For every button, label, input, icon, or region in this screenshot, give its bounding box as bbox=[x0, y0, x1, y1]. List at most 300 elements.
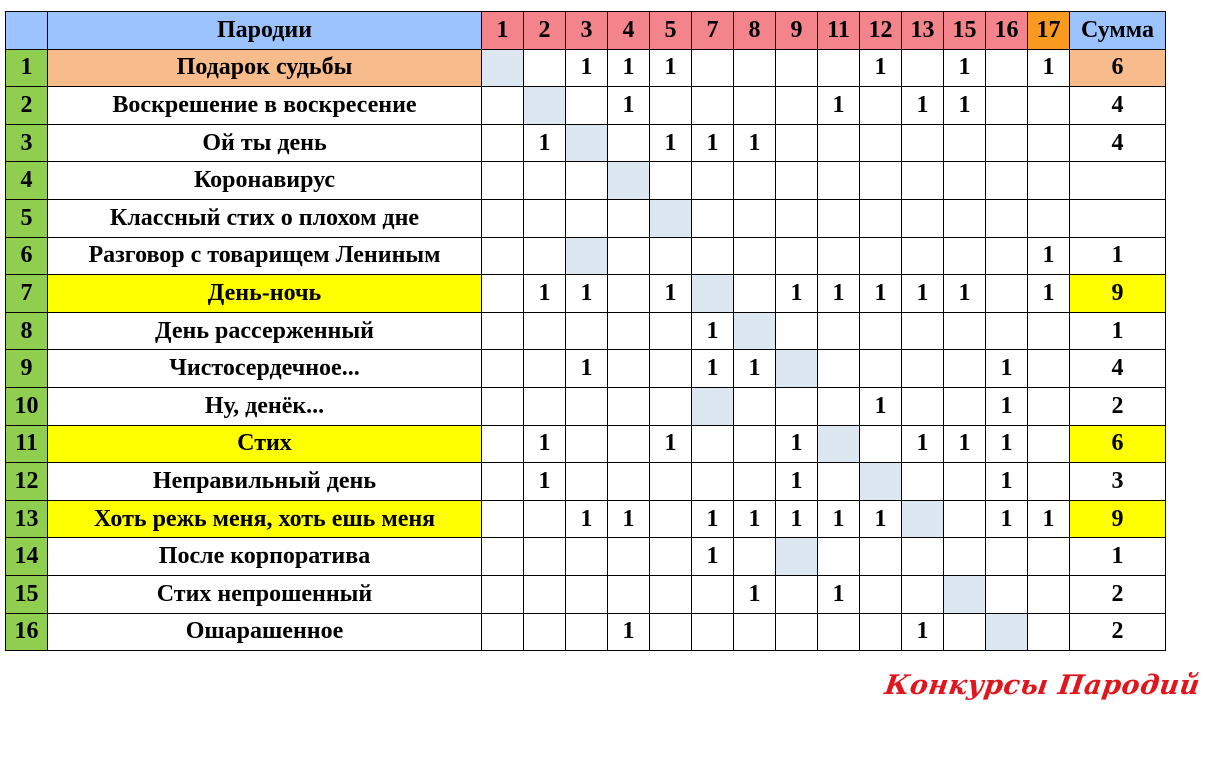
row-sum: 9 bbox=[1070, 500, 1166, 538]
vote-cell bbox=[566, 199, 608, 237]
watermark-logo: Конкурсы Пародий bbox=[883, 670, 1203, 701]
table-row bbox=[6, 613, 1166, 651]
vote-cell: 1 bbox=[860, 500, 902, 538]
vote-cell bbox=[566, 312, 608, 350]
vote-cell bbox=[482, 538, 524, 576]
vote-cell bbox=[566, 538, 608, 576]
vote-cell bbox=[734, 387, 776, 425]
vote-cell bbox=[860, 199, 902, 237]
vote-cell bbox=[692, 613, 734, 651]
vote-cell bbox=[734, 425, 776, 463]
vote-cell bbox=[524, 387, 566, 425]
vote-cell bbox=[692, 87, 734, 125]
vote-cell: 1 bbox=[692, 500, 734, 538]
table-row bbox=[6, 124, 1166, 162]
vote-cell bbox=[608, 387, 650, 425]
row-number: 13 bbox=[6, 500, 48, 538]
vote-cell bbox=[902, 538, 944, 576]
vote-cell: 1 bbox=[734, 500, 776, 538]
row-sum: 1 bbox=[1070, 237, 1166, 275]
vote-cell: 1 bbox=[734, 575, 776, 613]
vote-cell: 1 bbox=[902, 425, 944, 463]
row-sum: 9 bbox=[1070, 275, 1166, 313]
self-vote-cell bbox=[524, 87, 566, 125]
vote-cell bbox=[818, 538, 860, 576]
column-header: 13 bbox=[902, 12, 944, 50]
vote-cell bbox=[902, 199, 944, 237]
vote-cell bbox=[650, 237, 692, 275]
vote-cell bbox=[818, 463, 860, 501]
vote-cell bbox=[944, 613, 986, 651]
vote-cell: 1 bbox=[692, 350, 734, 388]
self-vote-cell bbox=[986, 613, 1028, 651]
vote-cell bbox=[482, 162, 524, 200]
parody-title: Ну, денёк... bbox=[48, 387, 482, 425]
vote-cell bbox=[1028, 87, 1070, 125]
parody-title: Хоть режь меня, хоть ешь меня bbox=[48, 500, 482, 538]
vote-cell: 1 bbox=[776, 275, 818, 313]
vote-cell bbox=[566, 463, 608, 501]
vote-cell bbox=[986, 162, 1028, 200]
vote-cell: 1 bbox=[650, 124, 692, 162]
vote-cell bbox=[524, 49, 566, 87]
vote-cell bbox=[944, 237, 986, 275]
vote-cell: 1 bbox=[1028, 49, 1070, 87]
vote-cell bbox=[776, 312, 818, 350]
vote-cell bbox=[944, 312, 986, 350]
vote-cell: 1 bbox=[734, 124, 776, 162]
vote-cell bbox=[944, 387, 986, 425]
vote-cell: 1 bbox=[1028, 237, 1070, 275]
vote-cell bbox=[734, 613, 776, 651]
row-number: 14 bbox=[6, 538, 48, 576]
vote-cell bbox=[482, 500, 524, 538]
vote-cell: 1 bbox=[818, 87, 860, 125]
vote-cell bbox=[776, 87, 818, 125]
column-header: 9 bbox=[776, 12, 818, 50]
vote-cell bbox=[1028, 162, 1070, 200]
table-row bbox=[6, 87, 1166, 125]
table-row bbox=[6, 463, 1166, 501]
vote-cell bbox=[734, 162, 776, 200]
vote-cell: 1 bbox=[944, 425, 986, 463]
vote-cell bbox=[776, 613, 818, 651]
vote-cell bbox=[692, 463, 734, 501]
vote-cell bbox=[986, 124, 1028, 162]
row-sum: 6 bbox=[1070, 425, 1166, 463]
row-number: 12 bbox=[6, 463, 48, 501]
vote-cell: 1 bbox=[566, 500, 608, 538]
vote-cell bbox=[524, 237, 566, 275]
vote-cell bbox=[944, 199, 986, 237]
vote-cell: 1 bbox=[986, 387, 1028, 425]
header-corner-cell bbox=[6, 12, 48, 50]
vote-cell: 1 bbox=[944, 275, 986, 313]
vote-cell bbox=[482, 387, 524, 425]
table-row bbox=[6, 162, 1166, 200]
vote-cell bbox=[524, 162, 566, 200]
parody-title: Неправильный день bbox=[48, 463, 482, 501]
vote-cell bbox=[482, 425, 524, 463]
vote-cell bbox=[986, 312, 1028, 350]
table-row bbox=[6, 312, 1166, 350]
vote-cell bbox=[608, 575, 650, 613]
row-sum: 2 bbox=[1070, 387, 1166, 425]
vote-cell bbox=[566, 575, 608, 613]
vote-cell bbox=[524, 500, 566, 538]
row-sum: 2 bbox=[1070, 575, 1166, 613]
vote-cell bbox=[986, 237, 1028, 275]
vote-cell bbox=[608, 350, 650, 388]
row-sum: 1 bbox=[1070, 538, 1166, 576]
vote-cell bbox=[734, 87, 776, 125]
vote-cell: 1 bbox=[902, 275, 944, 313]
column-header: 15 bbox=[944, 12, 986, 50]
column-header: 5 bbox=[650, 12, 692, 50]
vote-cell bbox=[566, 425, 608, 463]
vote-cell bbox=[944, 463, 986, 501]
vote-cell bbox=[944, 538, 986, 576]
vote-cell: 1 bbox=[986, 463, 1028, 501]
row-sum: 4 bbox=[1070, 87, 1166, 125]
table-row bbox=[6, 275, 1166, 313]
vote-cell bbox=[734, 49, 776, 87]
vote-cell bbox=[482, 463, 524, 501]
vote-cell bbox=[776, 199, 818, 237]
row-sum: 3 bbox=[1070, 463, 1166, 501]
vote-cell bbox=[860, 350, 902, 388]
column-header: 7 bbox=[692, 12, 734, 50]
vote-cell bbox=[986, 49, 1028, 87]
row-number: 3 bbox=[6, 124, 48, 162]
vote-cell bbox=[860, 425, 902, 463]
vote-cell: 1 bbox=[566, 275, 608, 313]
row-number: 11 bbox=[6, 425, 48, 463]
self-vote-cell bbox=[482, 49, 524, 87]
vote-cell bbox=[902, 124, 944, 162]
vote-cell bbox=[650, 312, 692, 350]
column-header: 12 bbox=[860, 12, 902, 50]
column-header: 2 bbox=[524, 12, 566, 50]
self-vote-cell bbox=[566, 237, 608, 275]
row-number: 15 bbox=[6, 575, 48, 613]
vote-cell bbox=[860, 124, 902, 162]
vote-cell bbox=[566, 387, 608, 425]
row-number: 10 bbox=[6, 387, 48, 425]
vote-cell bbox=[818, 237, 860, 275]
vote-cell bbox=[776, 387, 818, 425]
row-number: 9 bbox=[6, 350, 48, 388]
table-row bbox=[6, 387, 1166, 425]
row-number: 4 bbox=[6, 162, 48, 200]
row-sum: 6 bbox=[1070, 49, 1166, 87]
vote-cell bbox=[692, 199, 734, 237]
self-vote-cell bbox=[818, 425, 860, 463]
vote-cell bbox=[944, 162, 986, 200]
vote-cell bbox=[902, 575, 944, 613]
vote-cell: 1 bbox=[692, 538, 734, 576]
vote-cell: 1 bbox=[776, 500, 818, 538]
vote-cell: 1 bbox=[692, 312, 734, 350]
column-header: 11 bbox=[818, 12, 860, 50]
row-sum: 1 bbox=[1070, 312, 1166, 350]
vote-cell bbox=[482, 575, 524, 613]
parody-title: День рассерженный bbox=[48, 312, 482, 350]
vote-cell bbox=[818, 124, 860, 162]
vote-cell bbox=[482, 199, 524, 237]
vote-cell bbox=[1028, 312, 1070, 350]
vote-cell: 1 bbox=[608, 87, 650, 125]
vote-cell bbox=[902, 387, 944, 425]
vote-cell bbox=[902, 237, 944, 275]
vote-cell bbox=[1028, 199, 1070, 237]
vote-cell: 1 bbox=[608, 49, 650, 87]
parody-title: После корпоратива bbox=[48, 538, 482, 576]
vote-cell bbox=[692, 575, 734, 613]
row-sum: 4 bbox=[1070, 124, 1166, 162]
vote-cell bbox=[986, 575, 1028, 613]
vote-cell bbox=[944, 124, 986, 162]
vote-cell bbox=[944, 500, 986, 538]
table-row bbox=[6, 237, 1166, 275]
vote-cell bbox=[986, 275, 1028, 313]
vote-cell: 1 bbox=[650, 49, 692, 87]
row-sum: 4 bbox=[1070, 350, 1166, 388]
vote-cell bbox=[776, 237, 818, 275]
table-row bbox=[6, 350, 1166, 388]
vote-cell bbox=[860, 538, 902, 576]
vote-cell bbox=[650, 387, 692, 425]
vote-cell bbox=[524, 312, 566, 350]
vote-cell bbox=[818, 613, 860, 651]
table-row bbox=[6, 575, 1166, 613]
vote-cell bbox=[818, 387, 860, 425]
vote-cell: 1 bbox=[818, 500, 860, 538]
vote-cell bbox=[566, 162, 608, 200]
row-sum: 2 bbox=[1070, 613, 1166, 651]
row-number: 5 bbox=[6, 199, 48, 237]
vote-cell: 1 bbox=[776, 463, 818, 501]
table-body bbox=[6, 49, 1166, 651]
vote-cell bbox=[482, 312, 524, 350]
vote-cell: 1 bbox=[902, 613, 944, 651]
vote-cell bbox=[608, 275, 650, 313]
vote-cell bbox=[1028, 463, 1070, 501]
vote-cell bbox=[734, 237, 776, 275]
vote-cell: 1 bbox=[986, 425, 1028, 463]
vote-cell bbox=[860, 87, 902, 125]
parody-title: Коронавирус bbox=[48, 162, 482, 200]
header-sum: Сумма bbox=[1070, 12, 1166, 50]
vote-cell bbox=[650, 538, 692, 576]
table-row bbox=[6, 538, 1166, 576]
vote-cell bbox=[1028, 425, 1070, 463]
row-number: 8 bbox=[6, 312, 48, 350]
row-number: 16 bbox=[6, 613, 48, 651]
vote-cell bbox=[524, 199, 566, 237]
parody-title: Ой ты день bbox=[48, 124, 482, 162]
self-vote-cell bbox=[902, 500, 944, 538]
vote-cell bbox=[482, 87, 524, 125]
self-vote-cell bbox=[692, 275, 734, 313]
vote-cell bbox=[1028, 387, 1070, 425]
self-vote-cell bbox=[860, 463, 902, 501]
vote-cell: 1 bbox=[692, 124, 734, 162]
column-header: 1 bbox=[482, 12, 524, 50]
vote-cell bbox=[902, 49, 944, 87]
vote-cell: 1 bbox=[818, 575, 860, 613]
vote-cell bbox=[524, 613, 566, 651]
row-number: 1 bbox=[6, 49, 48, 87]
vote-cell bbox=[650, 87, 692, 125]
vote-cell bbox=[692, 237, 734, 275]
parody-title: Стих непрошенный bbox=[48, 575, 482, 613]
vote-cell bbox=[608, 463, 650, 501]
vote-cell bbox=[524, 538, 566, 576]
vote-cell: 1 bbox=[860, 387, 902, 425]
vote-cell bbox=[776, 124, 818, 162]
vote-cell: 1 bbox=[902, 87, 944, 125]
vote-cell bbox=[902, 162, 944, 200]
header-title: Пародии bbox=[48, 12, 482, 50]
column-header: 8 bbox=[734, 12, 776, 50]
vote-cell bbox=[608, 425, 650, 463]
parody-title: Чистосердечное... bbox=[48, 350, 482, 388]
row-number: 7 bbox=[6, 275, 48, 313]
vote-cell bbox=[692, 162, 734, 200]
vote-cell: 1 bbox=[1028, 275, 1070, 313]
vote-cell: 1 bbox=[524, 275, 566, 313]
table-row bbox=[6, 199, 1166, 237]
parody-title: Воскрешение в воскресение bbox=[48, 87, 482, 125]
vote-cell: 1 bbox=[524, 124, 566, 162]
vote-cell: 1 bbox=[650, 425, 692, 463]
vote-cell: 1 bbox=[986, 350, 1028, 388]
vote-cell: 1 bbox=[650, 275, 692, 313]
vote-cell: 1 bbox=[944, 87, 986, 125]
vote-cell bbox=[482, 275, 524, 313]
row-sum bbox=[1070, 199, 1166, 237]
vote-cell bbox=[650, 500, 692, 538]
vote-cell bbox=[608, 237, 650, 275]
column-header: 17 bbox=[1028, 12, 1070, 50]
vote-cell bbox=[566, 87, 608, 125]
vote-cell bbox=[608, 312, 650, 350]
vote-cell: 1 bbox=[860, 49, 902, 87]
vote-cell bbox=[860, 312, 902, 350]
vote-cell bbox=[1028, 124, 1070, 162]
vote-cell: 1 bbox=[818, 275, 860, 313]
vote-cell bbox=[902, 463, 944, 501]
parody-title: Классный стих о плохом дне bbox=[48, 199, 482, 237]
vote-cell bbox=[650, 350, 692, 388]
vote-cell bbox=[734, 275, 776, 313]
vote-cell bbox=[776, 575, 818, 613]
vote-cell bbox=[482, 350, 524, 388]
vote-cell bbox=[818, 312, 860, 350]
vote-cell bbox=[650, 575, 692, 613]
column-header: 4 bbox=[608, 12, 650, 50]
self-vote-cell bbox=[776, 538, 818, 576]
table-row bbox=[6, 49, 1166, 87]
vote-cell: 1 bbox=[860, 275, 902, 313]
vote-cell bbox=[734, 538, 776, 576]
vote-cell: 1 bbox=[524, 425, 566, 463]
parody-title: Разговор с товарищем Лениным bbox=[48, 237, 482, 275]
column-header: 16 bbox=[986, 12, 1028, 50]
vote-cell: 1 bbox=[566, 350, 608, 388]
parody-title: Подарок судьбы bbox=[48, 49, 482, 87]
self-vote-cell bbox=[608, 162, 650, 200]
vote-cell bbox=[860, 575, 902, 613]
self-vote-cell bbox=[944, 575, 986, 613]
table-row bbox=[6, 500, 1166, 538]
vote-cell bbox=[818, 49, 860, 87]
header-row bbox=[6, 12, 1166, 50]
parody-title: День-ночь bbox=[48, 275, 482, 313]
vote-cell bbox=[524, 575, 566, 613]
vote-cell: 1 bbox=[608, 613, 650, 651]
row-sum bbox=[1070, 162, 1166, 200]
vote-cell bbox=[734, 463, 776, 501]
vote-cell: 1 bbox=[566, 49, 608, 87]
vote-cell bbox=[818, 162, 860, 200]
vote-cell bbox=[776, 49, 818, 87]
vote-cell bbox=[650, 162, 692, 200]
vote-cell bbox=[650, 613, 692, 651]
vote-cell bbox=[1028, 350, 1070, 388]
row-number: 6 bbox=[6, 237, 48, 275]
vote-cell: 1 bbox=[1028, 500, 1070, 538]
vote-cell bbox=[818, 199, 860, 237]
vote-cell bbox=[524, 350, 566, 388]
vote-cell bbox=[944, 350, 986, 388]
row-number: 2 bbox=[6, 87, 48, 125]
vote-cell: 1 bbox=[944, 49, 986, 87]
self-vote-cell bbox=[734, 312, 776, 350]
vote-cell bbox=[1028, 575, 1070, 613]
vote-cell bbox=[986, 87, 1028, 125]
vote-cell: 1 bbox=[734, 350, 776, 388]
self-vote-cell bbox=[776, 350, 818, 388]
vote-cell bbox=[692, 49, 734, 87]
vote-cell bbox=[776, 162, 818, 200]
vote-cell bbox=[1028, 613, 1070, 651]
vote-cell bbox=[1028, 538, 1070, 576]
vote-cell bbox=[902, 350, 944, 388]
self-vote-cell bbox=[650, 199, 692, 237]
vote-cell: 1 bbox=[986, 500, 1028, 538]
vote-cell bbox=[902, 312, 944, 350]
self-vote-cell bbox=[566, 124, 608, 162]
parody-title: Ошарашенное bbox=[48, 613, 482, 651]
vote-cell bbox=[482, 613, 524, 651]
vote-cell bbox=[860, 613, 902, 651]
vote-cell bbox=[986, 538, 1028, 576]
vote-cell: 1 bbox=[776, 425, 818, 463]
vote-cell: 1 bbox=[524, 463, 566, 501]
vote-cell bbox=[566, 613, 608, 651]
vote-cell bbox=[608, 124, 650, 162]
self-vote-cell bbox=[692, 387, 734, 425]
vote-cell bbox=[986, 199, 1028, 237]
parody-score-table bbox=[5, 11, 1166, 651]
vote-cell bbox=[608, 199, 650, 237]
vote-cell bbox=[608, 538, 650, 576]
vote-cell bbox=[734, 199, 776, 237]
parody-title: Стих bbox=[48, 425, 482, 463]
vote-cell bbox=[692, 425, 734, 463]
